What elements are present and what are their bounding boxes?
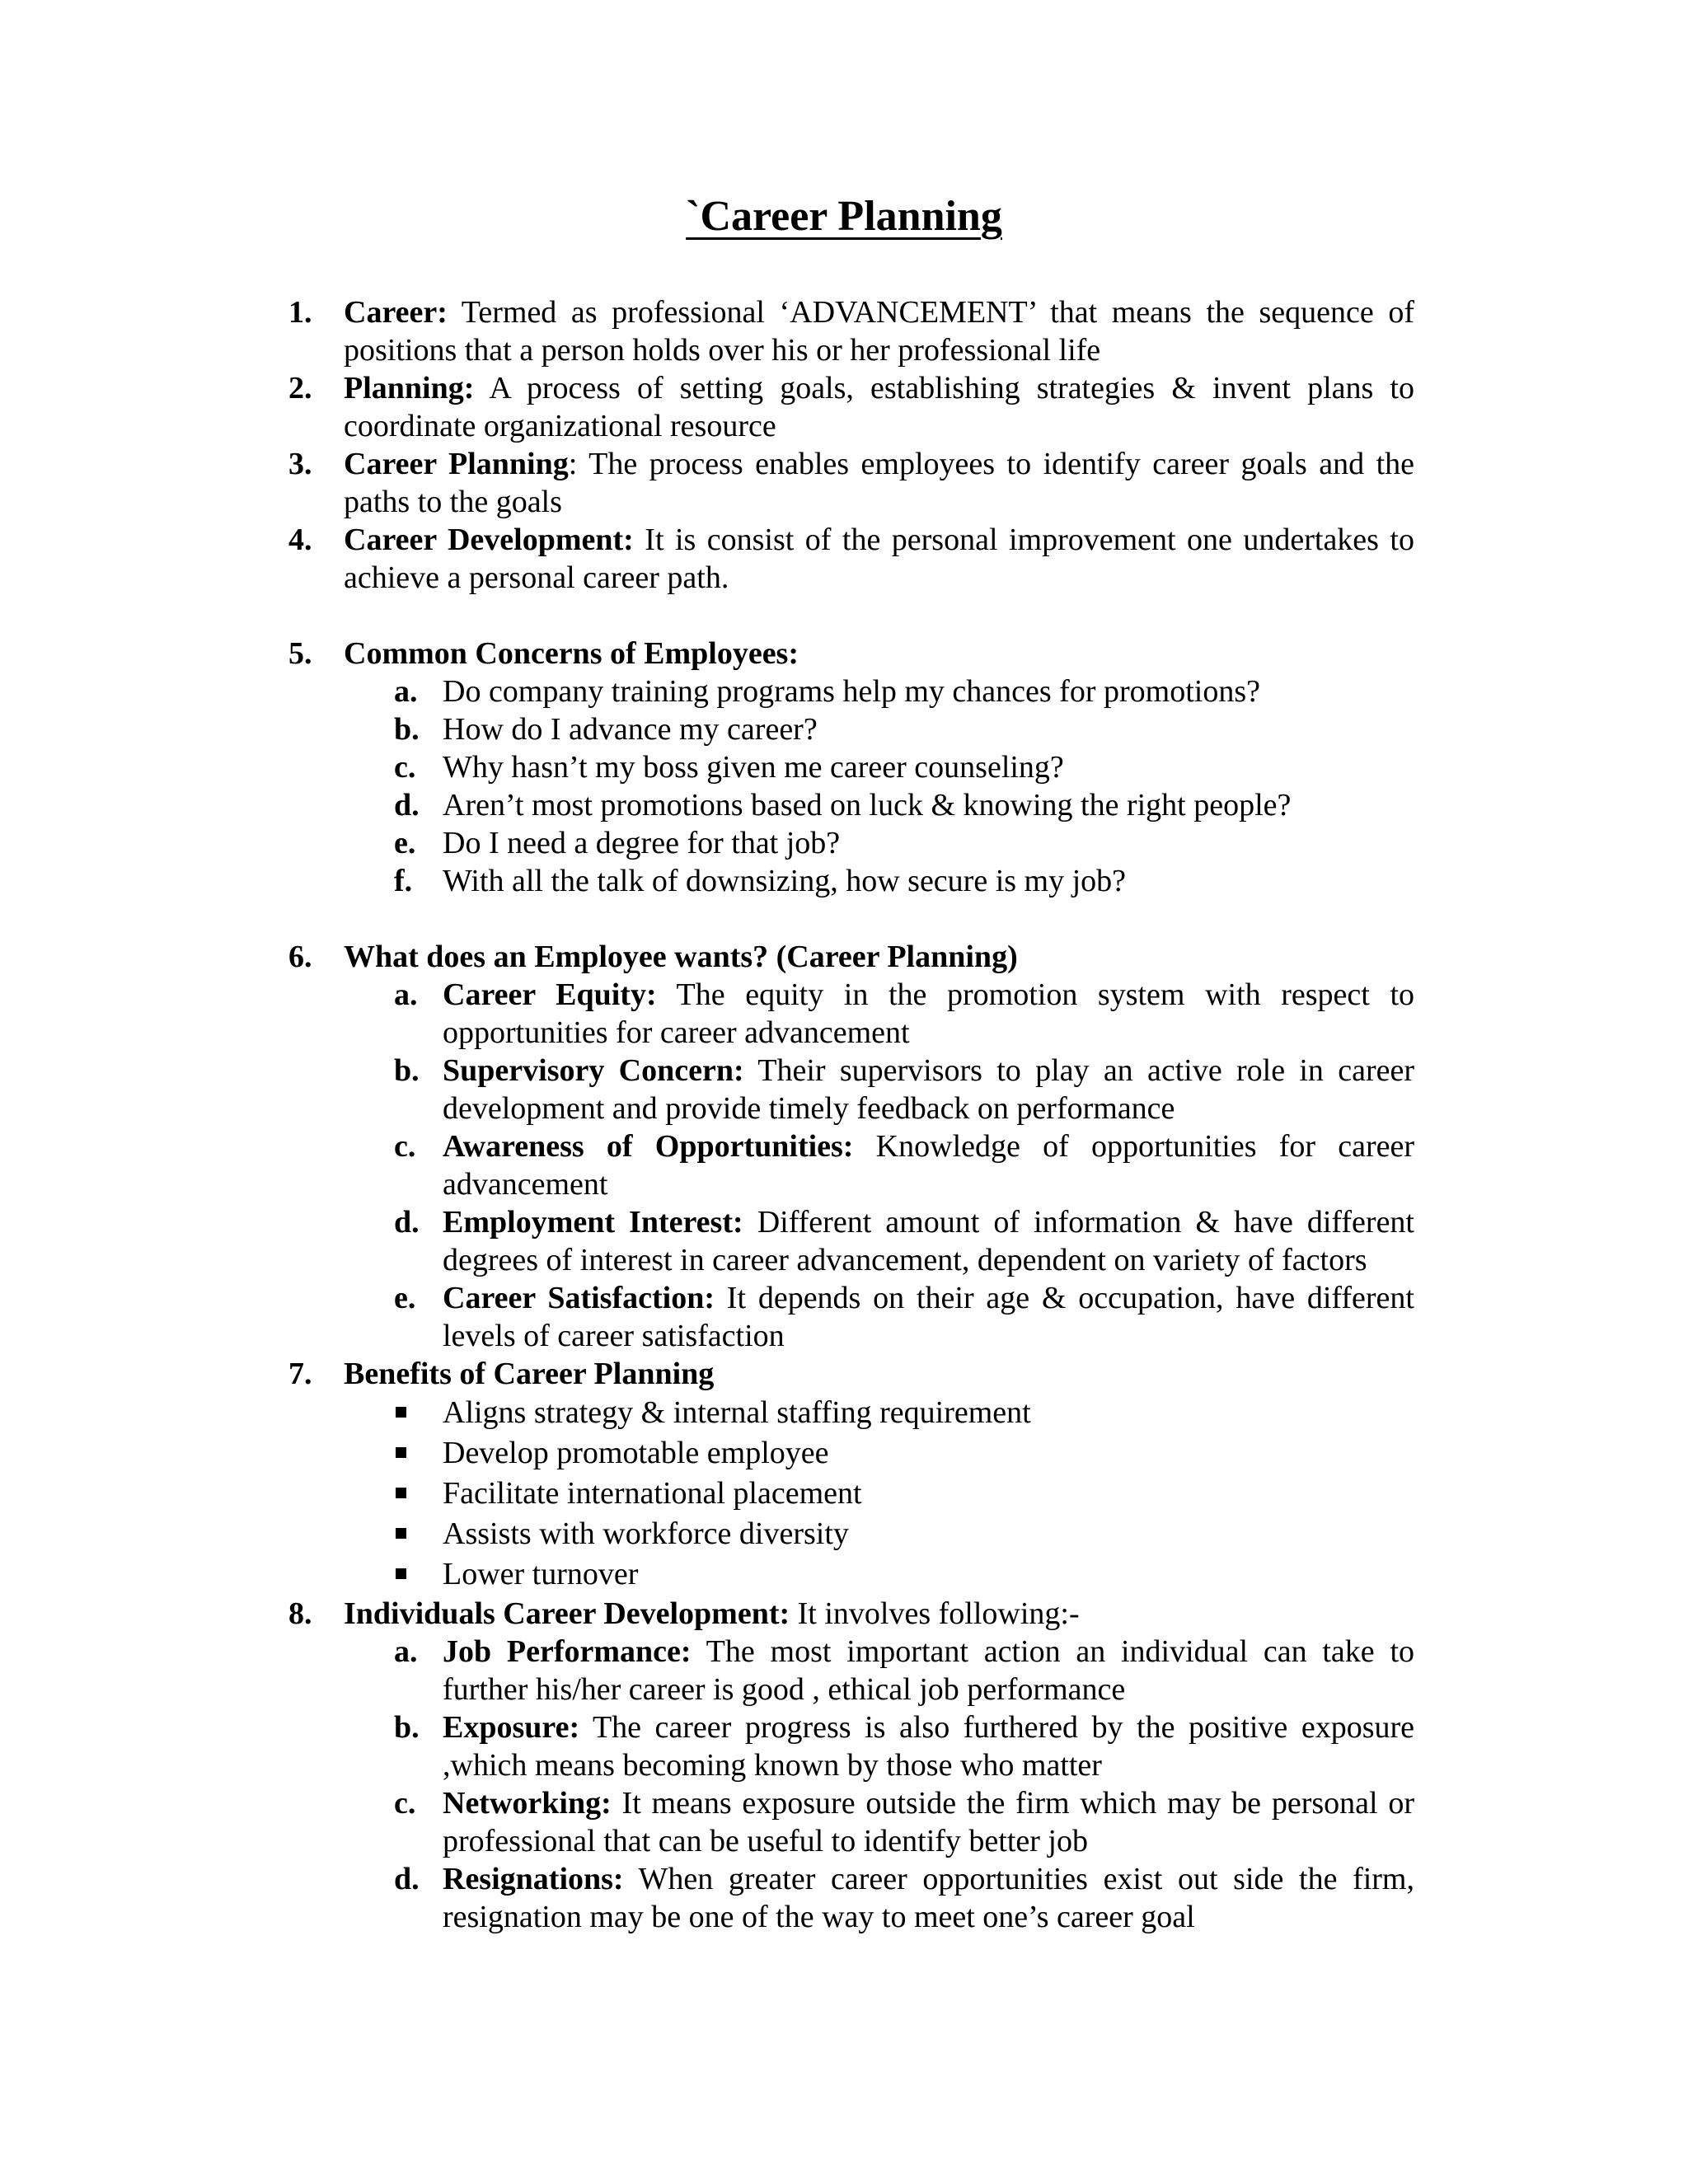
square-bullet-icon: [396, 1568, 406, 1579]
bullet-item: [288, 1474, 1414, 1514]
sub-item: [288, 1633, 1414, 1708]
sub-text: The career progress is also furthered by the positive exposure ,which means becoming known by those who matter: [443, 1710, 1414, 1783]
section-title: Individuals Career Development:: [344, 1596, 790, 1631]
item-number: 7.: [288, 1357, 312, 1391]
square-bullet-icon: [396, 1447, 406, 1458]
list-item: [288, 521, 1414, 597]
list-item: [288, 445, 1414, 521]
bullet-text: Assists with workforce diversity: [443, 1516, 849, 1551]
sub-letter: b.: [394, 1053, 420, 1088]
bullet-text: Lower turnover: [443, 1557, 639, 1591]
sub-item: [288, 976, 1414, 1052]
sub-item: [288, 673, 1414, 710]
bullet-item: [288, 1514, 1414, 1554]
sub-letter: f.: [394, 864, 413, 898]
item-number: 5.: [288, 636, 312, 671]
section-heading: [288, 1355, 1414, 1393]
item-text: : The process enables employees to identify career goals and the paths to the goals: [344, 447, 1414, 519]
bullet-item: [288, 1554, 1414, 1595]
item-number: 1.: [288, 295, 312, 330]
list-item: [288, 369, 1414, 445]
sub-term: Exposure:: [443, 1710, 580, 1745]
item-term: Planning:: [344, 371, 475, 405]
sub-text: The most important action an individual can take to further his/her career is good , ethical job performance: [443, 1634, 1415, 1707]
bullet-text: Facilitate international placement: [443, 1476, 862, 1511]
sub-term: Resignations:: [443, 1862, 624, 1896]
sub-text: How do I advance my career?: [443, 712, 818, 747]
sub-item: [288, 1708, 1414, 1784]
item-text: A process of setting goals, establishing strategies & invent plans to coordinate organizational resource: [344, 371, 1414, 443]
list-item: [288, 293, 1414, 369]
sub-letter: a.: [394, 977, 418, 1012]
section-title: Benefits of Career Planning: [344, 1357, 715, 1391]
sub-text: With all the talk of downsizing, how secure is my job?: [443, 864, 1127, 898]
item-number: 8.: [288, 1596, 312, 1631]
item-number: 4.: [288, 523, 312, 557]
square-bullet-icon: [396, 1488, 406, 1498]
section-title: Common Concerns of Employees:: [344, 636, 799, 671]
sub-item: [288, 862, 1414, 900]
sub-letter: d.: [394, 1862, 420, 1896]
sub-text: Their supervisors to play an active role in career development and provide timely feedback on performance: [443, 1053, 1415, 1126]
bullet-item: [288, 1433, 1414, 1474]
sub-text: Different amount of information & have different degrees of interest in career advancement, dependent on variety of factors: [443, 1205, 1414, 1277]
bullet-text: Develop promotable employee: [443, 1436, 829, 1470]
sub-term: Career Equity:: [443, 977, 657, 1012]
sub-text: It means exposure outside the firm which may be personal or professional that can be useful to identify better job: [443, 1786, 1414, 1858]
sub-letter: a.: [394, 1634, 418, 1669]
sub-text: When greater career opportunities exist out side the firm, resignation may be one of the way to meet one’s career goal: [443, 1862, 1414, 1934]
spacer: [288, 900, 1414, 938]
sub-term: Job Performance:: [443, 1634, 692, 1669]
bullet-item: [288, 1393, 1414, 1433]
bullet-text: Aligns strategy & internal staffing requirement: [443, 1395, 1031, 1430]
sub-item: [288, 1052, 1414, 1127]
sub-term: Career Satisfaction:: [443, 1281, 715, 1315]
section-heading: [288, 938, 1414, 976]
item-number: 2.: [288, 371, 312, 405]
sub-letter: a.: [394, 674, 418, 709]
sub-item: [288, 710, 1414, 748]
section-title: What does an Employee wants? (Career Planning): [344, 940, 1018, 974]
sub-letter: d.: [394, 788, 420, 823]
sub-item: [288, 1127, 1414, 1203]
item-term: Career Planning: [344, 447, 569, 481]
sub-letter: e.: [394, 826, 416, 860]
sub-letter: b.: [394, 712, 420, 747]
sub-item: [288, 786, 1414, 824]
sub-letter: b.: [394, 1710, 420, 1745]
page-title: `Career Planning: [686, 193, 1002, 240]
item-term: Career:: [344, 295, 448, 330]
document-body: [288, 293, 1414, 1936]
sub-term: Employment Interest:: [443, 1205, 743, 1240]
sub-text: Aren’t most promotions based on luck & knowing the right people?: [443, 788, 1292, 823]
item-text: Termed as professional ‘ADVANCEMENT’ that means the sequence of positions that a person holds over his or her professional life: [344, 295, 1414, 368]
sub-text: It depends on their age & occupation, have different levels of career satisfaction: [443, 1281, 1414, 1353]
section-heading: [288, 1595, 1414, 1633]
square-bullet-icon: [396, 1407, 406, 1418]
section-text: It involves following:-: [790, 1596, 1080, 1631]
sub-letter: d.: [394, 1205, 420, 1240]
sub-item: [288, 824, 1414, 862]
sub-term: Awareness of Opportunities:: [443, 1129, 854, 1164]
spacer: [288, 597, 1414, 635]
sub-item: [288, 1784, 1414, 1860]
sub-text: The equity in the promotion system with respect to opportunities for career advancement: [443, 977, 1415, 1050]
sub-text: Do I need a degree for that job?: [443, 826, 841, 860]
square-bullet-icon: [396, 1528, 406, 1539]
item-number: 6.: [288, 940, 312, 974]
sub-item: [288, 1279, 1414, 1355]
sub-letter: c.: [394, 1786, 416, 1821]
sub-term: Supervisory Concern:: [443, 1053, 744, 1088]
sub-term: Networking:: [443, 1786, 612, 1821]
item-term: Career Development:: [344, 523, 634, 557]
sub-letter: c.: [394, 1129, 416, 1164]
sub-text: Knowledge of opportunities for career advancement: [443, 1129, 1414, 1202]
sub-letter: c.: [394, 750, 416, 785]
sub-text: Do company training programs help my chances for promotions?: [443, 674, 1260, 709]
sub-item: [288, 1203, 1414, 1279]
item-number: 3.: [288, 447, 312, 481]
sub-item: [288, 1860, 1414, 1936]
sub-item: [288, 748, 1414, 786]
sub-letter: e.: [394, 1281, 416, 1315]
sub-text: Why hasn’t my boss given me career counseling?: [443, 750, 1064, 785]
item-text: It is consist of the personal improvement one undertakes to achieve a personal career path.: [344, 523, 1414, 595]
section-heading: [288, 635, 1414, 673]
